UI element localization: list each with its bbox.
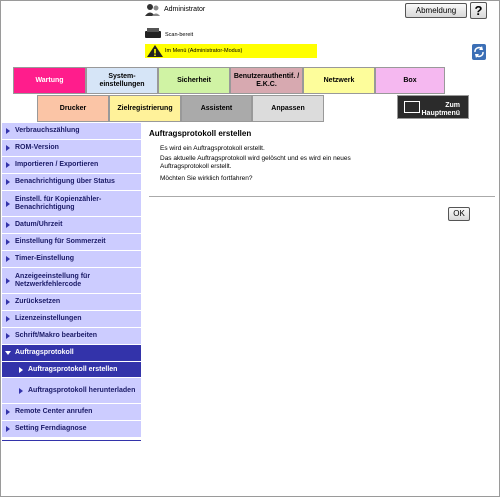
home-menu-button[interactable] <box>397 95 469 119</box>
scanner-icon <box>145 28 161 38</box>
mode-banner <box>145 44 317 58</box>
chevron-right-icon <box>6 409 10 415</box>
sidebar-item-sommerzeit[interactable] <box>2 234 141 251</box>
sidebar-item-schrift-makro[interactable] <box>2 328 141 345</box>
chevron-right-icon <box>6 201 10 207</box>
tab-label: Assistent <box>200 104 233 112</box>
tab-label: Netzwerk <box>323 76 355 84</box>
chevron-right-icon <box>6 299 10 305</box>
user-name: Administrator <box>164 6 206 13</box>
tab-label: Drucker <box>59 104 87 112</box>
sidebar-item-auftragsprotokoll[interactable] <box>2 345 141 362</box>
tab-label: Box <box>403 76 417 84</box>
home-menu-icon <box>404 101 420 113</box>
sidebar-item-label: Datum/Uhrzeit <box>15 221 63 228</box>
tab-label: Sicherheit <box>177 76 211 84</box>
ok-button[interactable]: OK <box>448 207 470 221</box>
sidebar-item-kopienzaehler[interactable] <box>2 191 141 217</box>
sidebar-item-netzwerkfehlercode[interactable] <box>2 268 141 294</box>
tab-label: Wartung <box>35 76 64 84</box>
chevron-right-icon <box>6 426 10 432</box>
sidebar-item-lizenzeinstellungen[interactable] <box>2 311 141 328</box>
chevron-down-icon <box>5 351 11 355</box>
sidebar-item-label: Importieren / Exportieren <box>15 161 99 168</box>
sidebar-item-verbrauchszaehlung[interactable] <box>2 123 141 140</box>
content-text: Möchten Sie wirklich fortfahren? <box>160 175 253 182</box>
refresh-icon[interactable] <box>472 44 486 60</box>
content-divider <box>149 196 495 197</box>
sidebar-divider <box>2 438 141 441</box>
chevron-right-icon <box>6 162 10 168</box>
sidebar-menu <box>2 123 142 441</box>
chevron-right-icon <box>6 239 10 245</box>
chevron-right-icon <box>6 316 10 322</box>
home-label: Hauptmenü <box>421 110 460 117</box>
tab-assistent[interactable] <box>181 95 252 122</box>
administrator-icon <box>145 3 161 17</box>
sidebar-item-label: Schrift/Makro bearbeiten <box>15 332 98 339</box>
tab-label: Anpassen <box>271 104 305 112</box>
chevron-right-icon <box>19 367 23 373</box>
tab-label: E.K.C. <box>256 80 277 88</box>
sidebar-item-rom-version[interactable] <box>2 140 141 157</box>
tab-wartung[interactable] <box>13 67 86 94</box>
sidebar-item-label: Setting Ferndiagnose <box>15 425 87 432</box>
sidebar-item-label: Remote Center anrufen <box>15 408 93 415</box>
sidebar-subitem-auftragsprotokoll-erstellen[interactable] <box>2 362 141 378</box>
tab-zielregistrierung[interactable] <box>109 95 181 122</box>
tab-anpassen[interactable] <box>252 95 324 122</box>
chevron-right-icon <box>19 388 23 394</box>
page-title: Auftragsprotokoll erstellen <box>149 129 252 138</box>
sidebar-item-label: Timer-Einstellung <box>15 255 74 262</box>
warning-icon <box>147 45 163 57</box>
chevron-right-icon <box>6 278 10 284</box>
tab-drucker[interactable] <box>37 95 109 122</box>
chevron-right-icon <box>6 256 10 262</box>
sidebar-item-label: Einstellung für Sommerzeit <box>15 238 106 245</box>
sidebar-item-remote-center[interactable] <box>2 404 141 421</box>
chevron-right-icon <box>6 222 10 228</box>
sidebar-item-label: Benachrichtigung über Status <box>15 178 115 185</box>
chevron-right-icon <box>6 179 10 185</box>
tab-label: Benutzerauthentif. / <box>233 72 300 80</box>
sidebar-item-label: Anzeigeeinstellung für Netzwerkfehlercode <box>15 272 91 288</box>
sidebar-item-importieren-exportieren[interactable] <box>2 157 141 174</box>
help-button[interactable]: ? <box>470 2 487 19</box>
sidebar-item-zuruecksetzen[interactable] <box>2 294 141 311</box>
chevron-right-icon <box>6 128 10 134</box>
tab-netzwerk[interactable] <box>303 67 375 94</box>
sidebar-item-label: Verbrauchszählung <box>15 127 80 134</box>
sidebar-item-datum-uhrzeit[interactable] <box>2 217 141 234</box>
tab-systemeinstellungen[interactable] <box>86 67 158 94</box>
chevron-right-icon <box>6 145 10 151</box>
sidebar-item-label: Zurücksetzen <box>15 298 61 305</box>
sidebar-subitem-auftragsprotokoll-herunterladen[interactable] <box>2 378 141 404</box>
tab-box[interactable] <box>375 67 445 94</box>
chevron-right-icon <box>6 333 10 339</box>
content-text: Das aktuelle Auftragsprotokoll wird gelöscht und es wird ein neues Auftragsprotokoll erstellt. <box>160 155 351 170</box>
sidebar-item-ferndiagnose[interactable] <box>2 421 141 438</box>
mode-text: Im Menü (Administrator-Modus) <box>165 48 243 54</box>
sidebar-item-timer[interactable] <box>2 251 141 268</box>
tab-label: Zielregistrierung <box>117 104 173 112</box>
sidebar-item-label: Lizenzeinstellungen <box>15 315 82 322</box>
device-status: Scan-bereit <box>165 32 194 38</box>
sidebar-item-label: Auftragsprotokoll erstellen <box>28 365 118 373</box>
tab-benutzerauthentifizierung[interactable] <box>230 67 303 94</box>
sidebar-item-label: Auftragsprotokoll herunterladen <box>28 386 136 394</box>
content-text: Es wird ein Auftragsprotokoll erstellt. <box>160 145 265 152</box>
tab-sicherheit[interactable] <box>158 67 230 94</box>
sidebar-item-benachrichtigung-status[interactable] <box>2 174 141 191</box>
sidebar-item-label: Auftragsprotokoll <box>15 349 74 356</box>
sidebar-item-label: ROM-Version <box>15 144 59 151</box>
tab-label: System- <box>108 72 136 80</box>
home-label: Zum <box>445 102 460 109</box>
sidebar-item-label: Einstell. für Kopienzähler-Benachrichtigung <box>15 195 102 211</box>
tab-label: einstellungen <box>99 80 145 88</box>
logout-button[interactable]: Abmeldung <box>405 3 467 18</box>
